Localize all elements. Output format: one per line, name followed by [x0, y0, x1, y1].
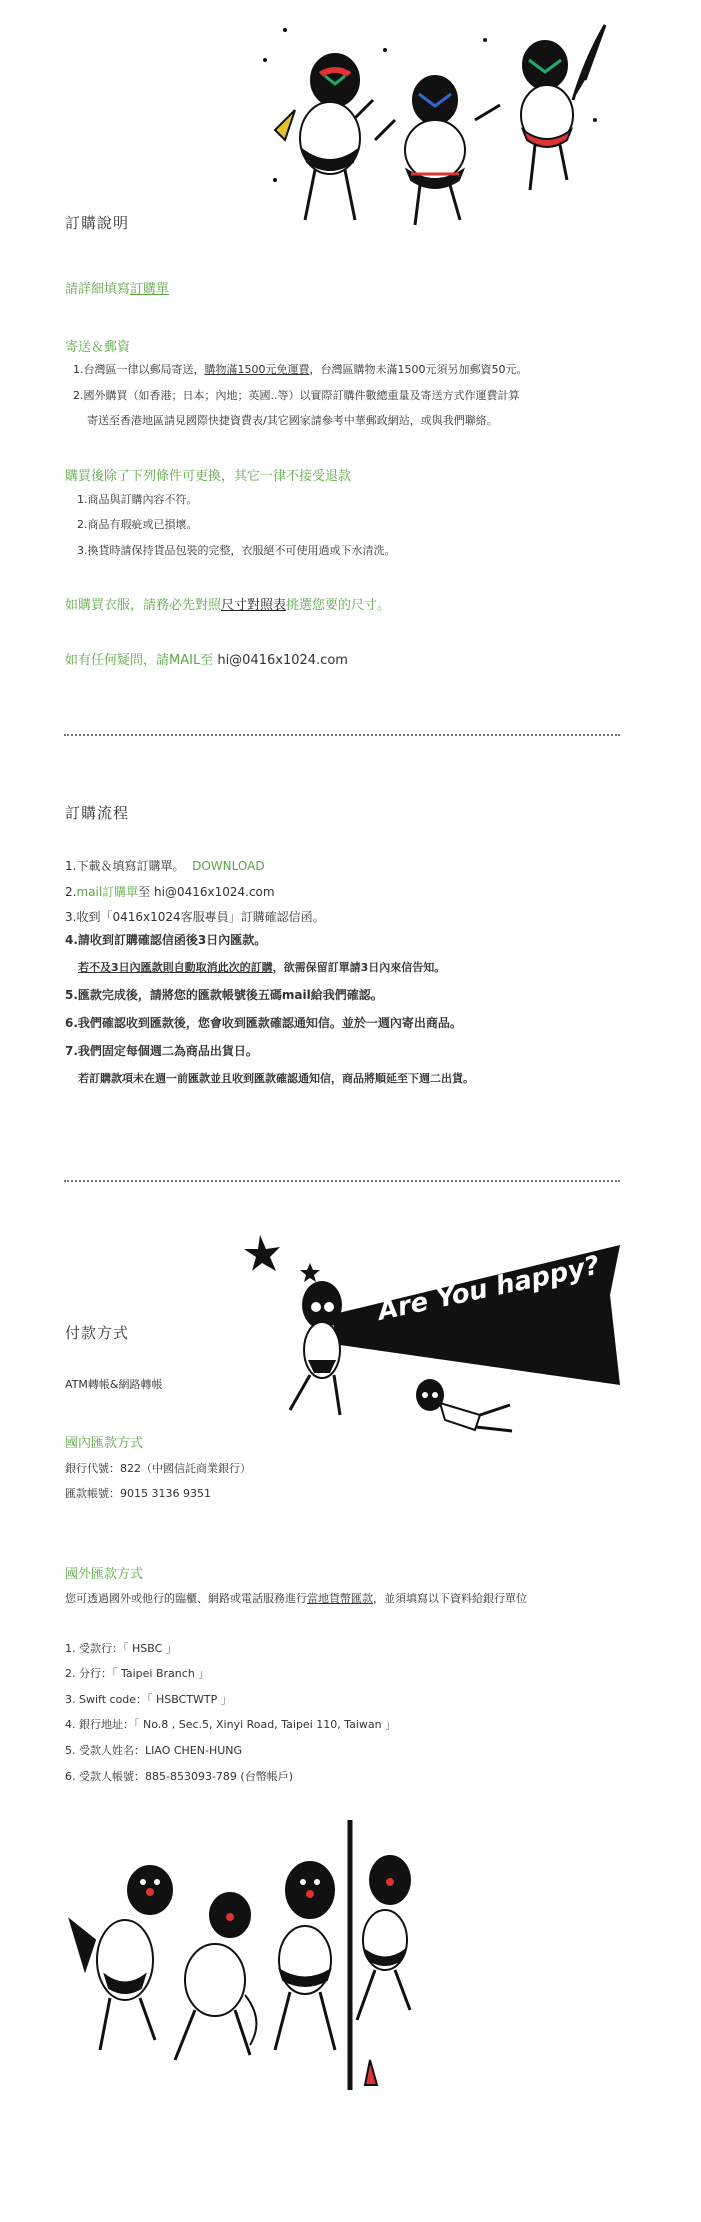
shipping-rule-1-b: ，台灣區購物未滿1500元須另加郵資50元。	[309, 363, 528, 376]
size-notice-suffix: 挑選您要的尺寸。	[286, 598, 391, 613]
step-6: 6.我們確認收到匯款後，您會收到匯款確認通知信。並於一週內寄出商品。	[65, 1016, 462, 1030]
foreign-item-2: 2. 分行：「 Taipei Branch 」	[65, 1667, 210, 1680]
step-1-text: 1.下載＆填寫訂購單。	[65, 859, 185, 873]
size-notice-prefix: 如購買衣服，請務必先對照	[65, 598, 222, 613]
step-7-note: 若訂購款項未在週一前匯款並且收到匯款確認通知信，商品將順延至下週二出貨。	[78, 1072, 474, 1085]
mail-notice	[65, 649, 348, 668]
step-3: 3.收到「0416x1024客服專員」訂購確認信函。	[65, 910, 325, 924]
shipping-rule-1-a: 1.台灣區一律以郵局寄送，	[73, 363, 205, 376]
foreign-item-5: 5. 受款人姓名：LIAO CHEN-HUNG	[65, 1744, 243, 1757]
order-form-link[interactable]: 訂購單	[130, 282, 170, 297]
download-link[interactable]: DOWNLOAD	[192, 859, 265, 873]
are-you-happy-text: Are You happy?	[375, 1250, 603, 1327]
order-instructions-title: 訂購說明	[65, 214, 130, 232]
step-4: 4.請收到訂購確認信函後3日內匯款。	[65, 933, 267, 947]
wrestlers-illustration-bottom	[65, 1820, 445, 2105]
exchange-item-2: 2.商品有瑕疵或已損壞。	[77, 518, 198, 531]
are-you-happy-illustration	[250, 1235, 620, 1435]
mail-order-link[interactable]: mail訂購單	[76, 885, 139, 899]
step-2-mail-link[interactable]: hi@0416x1024.com	[154, 885, 275, 899]
step-4-note-rest: ，欲需保留訂單請3日內來信告知。	[272, 961, 446, 974]
divider-1	[64, 734, 620, 736]
foreign-item-3: 3. Swift code：「 HSBCTWTP 」	[65, 1693, 232, 1706]
bank-account: 匯款帳號：9015 3136 9351	[65, 1487, 211, 1500]
step-2-num: 2.	[65, 885, 77, 899]
wrestlers-illustration-top	[255, 20, 615, 240]
shipping-rule-1	[73, 363, 528, 377]
step-4-note-underlined: 若不及3日內匯款則自動取消此次的訂購	[78, 961, 273, 974]
foreign-item-4: 4. 銀行地址：「 No.8 , Sec.5, Xinyi Road, Taipei 110, Taiwan 」	[65, 1718, 397, 1731]
step-5: 5.匯款完成後，請將您的匯款帳號後五碼mail給我們確認。	[65, 988, 383, 1002]
exchange-item-1: 1.商品與訂購內容不符。	[77, 493, 198, 506]
step-2	[65, 885, 275, 899]
payment-subtitle: ATM轉帳&網路轉帳	[65, 1378, 163, 1391]
foreign-item-6: 6. 受款人帳號：885-853093-789 (台幣帳戶)	[65, 1770, 293, 1783]
step-2-mid: 至	[138, 885, 151, 899]
exchange-title: 購買後除了下列條件可更換，其它一律不接受退款	[65, 469, 352, 484]
foreign-item-1: 1. 受款行：「 HSBC 」	[65, 1642, 177, 1655]
foreign-title: 國外匯款方式	[65, 1567, 144, 1582]
step-7: 7.我們固定每個週二為商品出貨日。	[65, 1044, 258, 1058]
mail-notice-prefix: 如有任何疑問，請MAIL至	[65, 653, 214, 668]
foreign-desc-b: ，並須填寫以下資料給銀行單位	[373, 1592, 527, 1605]
divider-2	[64, 1180, 620, 1182]
shipping-title: 寄送＆郵資	[65, 340, 131, 355]
payment-title: 付款方式	[65, 1324, 130, 1342]
size-chart-link[interactable]: 尺寸對照表	[221, 598, 287, 613]
foreign-desc-a: 您可透過國外或他行的臨櫃、網路或電話服務進行	[65, 1592, 307, 1605]
size-notice	[65, 594, 390, 613]
exchange-item-3: 3.換貨時請保持貨品包裝的完整，衣服絕不可使用過或下水清洗。	[77, 544, 396, 557]
step-1	[65, 859, 265, 873]
foreign-desc-underlined: 當地貨幣匯款	[307, 1592, 373, 1605]
foreign-desc	[65, 1592, 527, 1606]
domestic-title: 國內匯款方式	[65, 1436, 144, 1451]
mail-address-link[interactable]: hi@0416x1024.com	[217, 653, 348, 668]
bank-code: 銀行代號：822（中國信託商業銀行）	[65, 1462, 251, 1475]
shipping-rule-2: 2.國外購買（如香港；日本；內地；英國..等）以實際訂購件數總重量及寄送方式作運費計算	[73, 389, 520, 402]
order-process-title: 訂購流程	[65, 804, 130, 822]
fill-order-prefix: 請詳細填寫	[65, 282, 131, 297]
step-4-note	[78, 961, 445, 975]
shipping-rule-2b: 寄送至香港地區請見國際快捷資費表/其它國家請參考中華郵政網站，或與我們聯絡。	[87, 414, 498, 427]
free-shipping-link[interactable]: 購物滿1500元免運費	[204, 363, 310, 376]
fill-order-line	[65, 278, 169, 297]
